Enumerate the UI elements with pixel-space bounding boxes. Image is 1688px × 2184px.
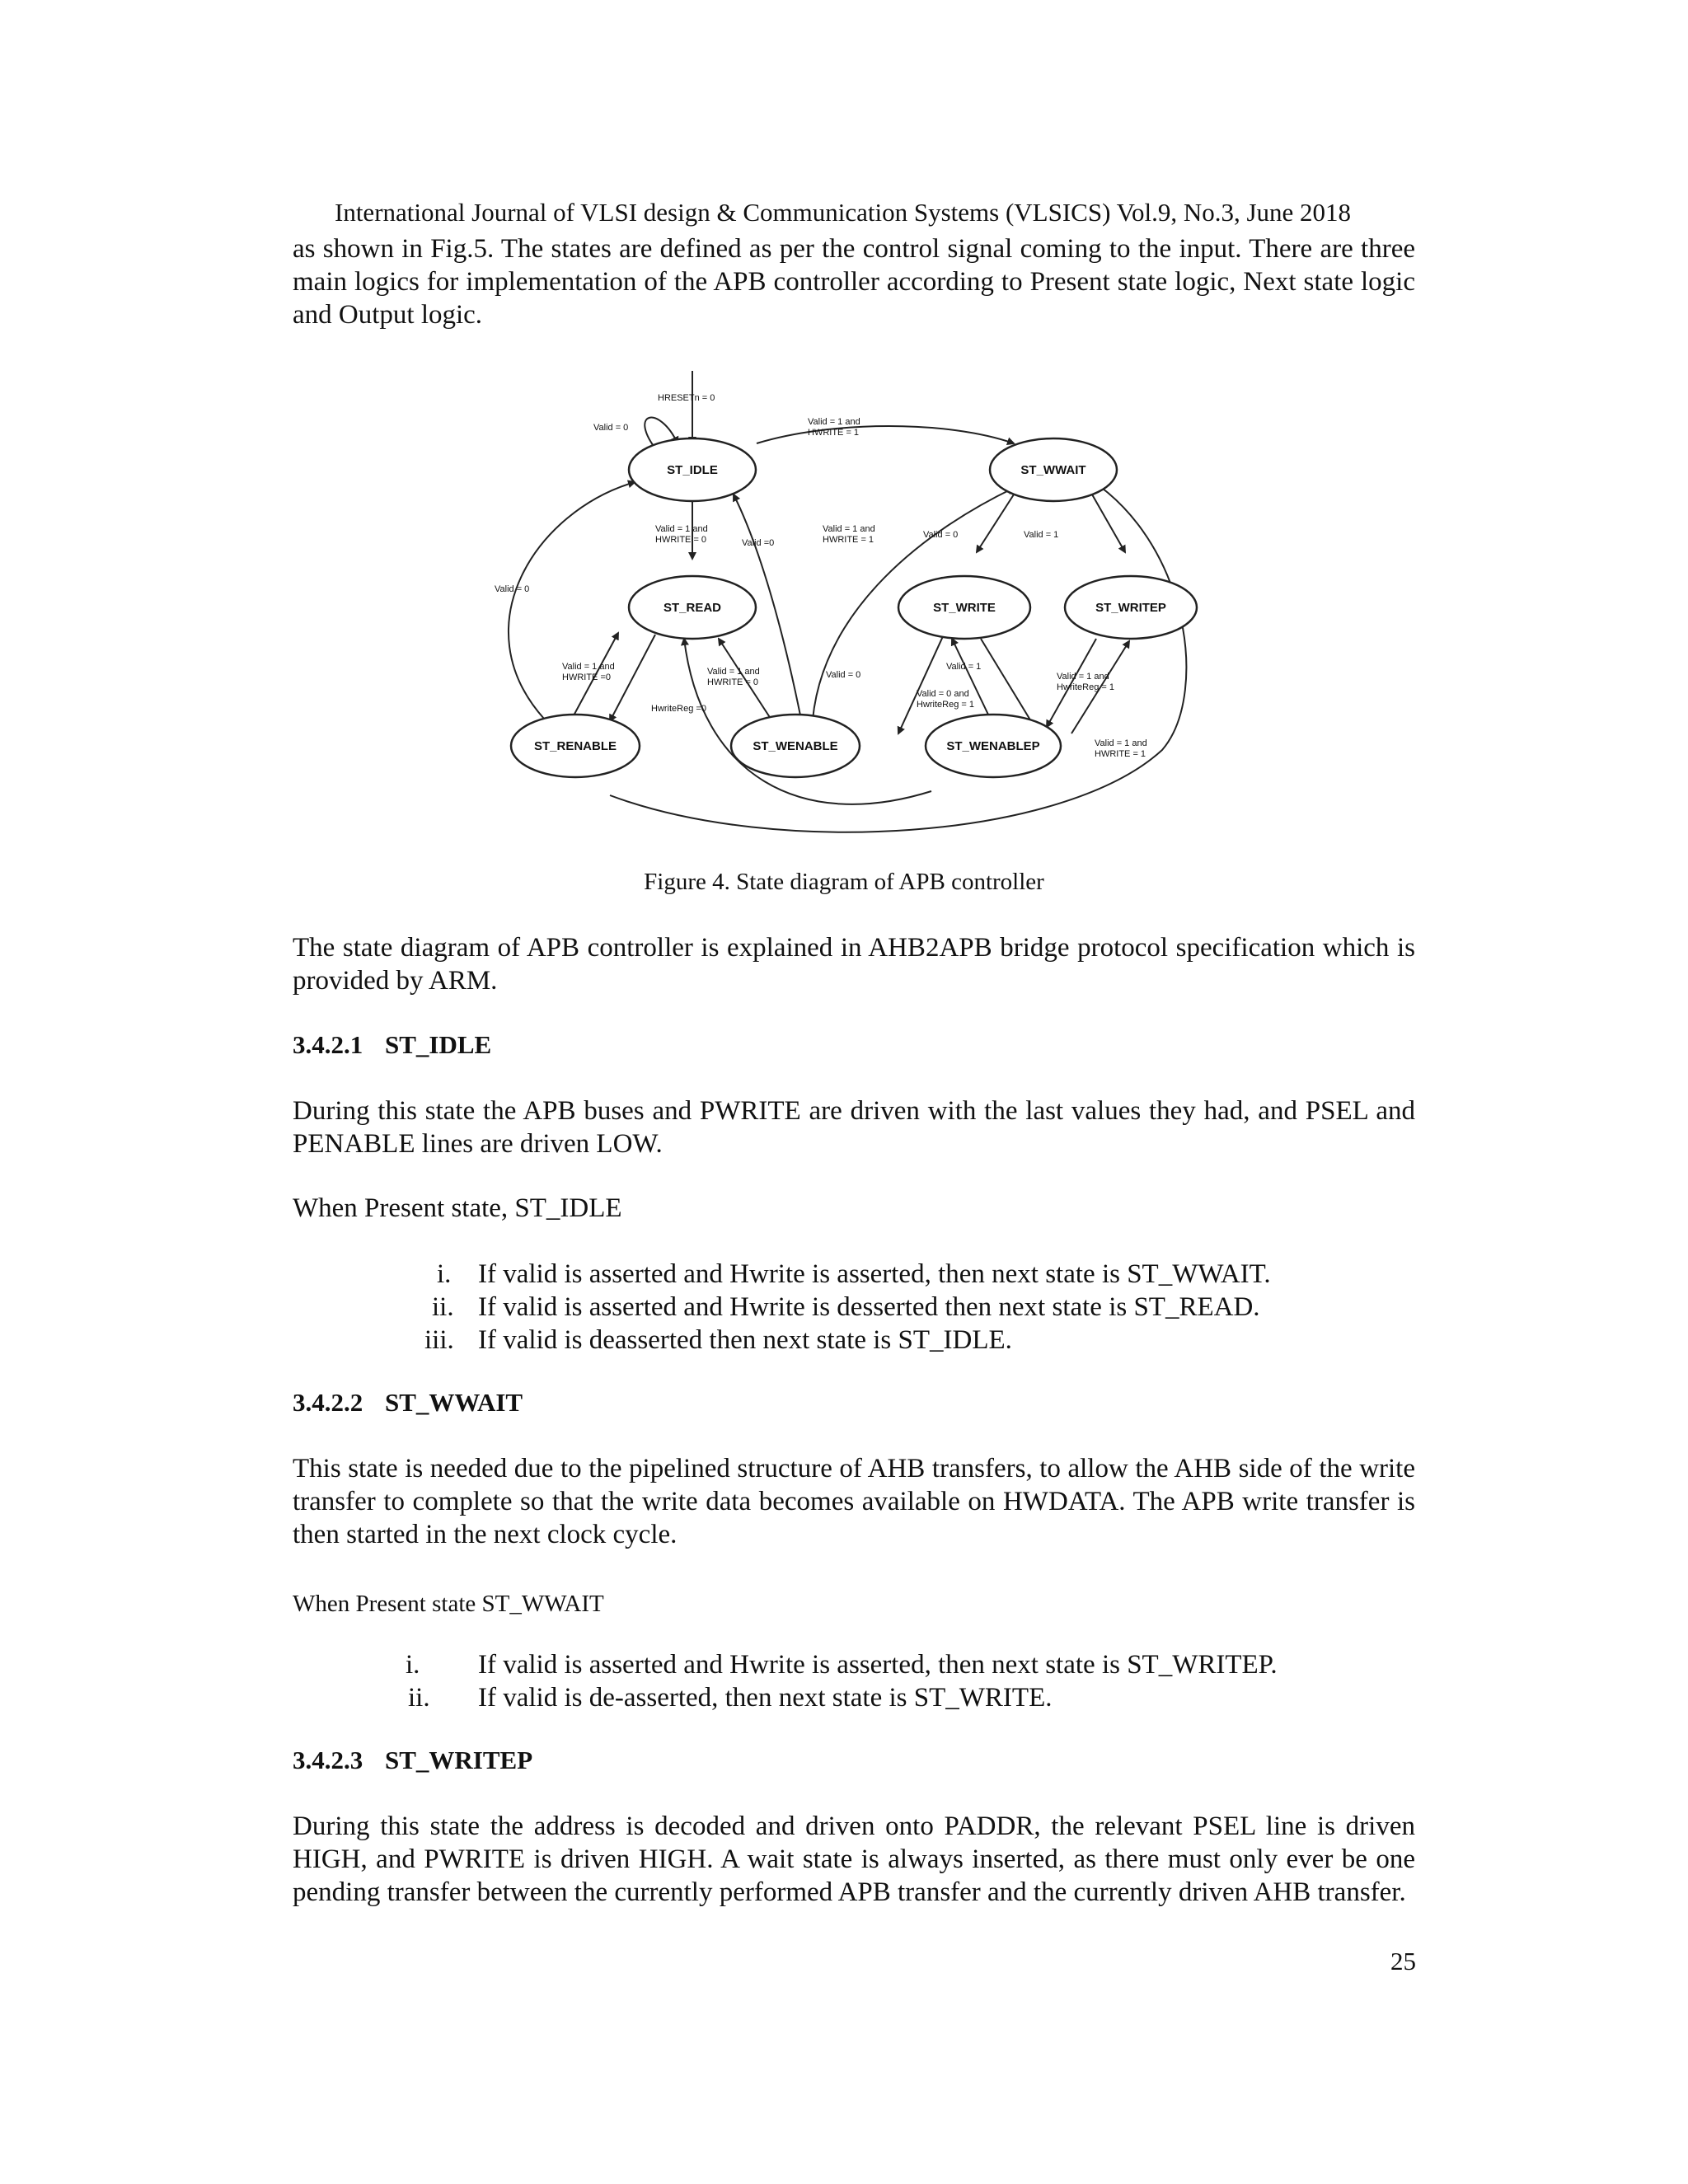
wenablep-to-writep-label-2: HwriteReg = 1 <box>1057 682 1115 692</box>
state-diagram-figure <box>486 346 1212 841</box>
state-read-label: ST_READ <box>663 601 722 615</box>
read-to-renable-arrow <box>610 635 655 721</box>
list-text: If valid is de-asserted, then next state is ST_WRITE. <box>478 1683 1053 1713</box>
idle-to-read-label-2: HWRITE = 0 <box>655 535 707 545</box>
wenablep-to-writep-label-1: Valid = 1 and <box>1057 672 1109 682</box>
list-marker: ii. <box>432 1292 454 1322</box>
when-present-st-wwait: When Present state ST_WWAIT <box>293 1591 604 1617</box>
list-item <box>293 1648 1415 1681</box>
section-number: 3.4.2.2 <box>293 1388 363 1417</box>
state-wenable-label: ST_WENABLE <box>753 739 838 753</box>
list-item <box>293 1324 1415 1357</box>
write-to-wenable-arrow <box>898 635 944 733</box>
wenablep-to-write-label-1: Valid = 0 and <box>917 689 969 699</box>
wenablep-to-read-label: HwriteReg =0 <box>651 704 706 714</box>
renable-to-read-label-1: Valid = 1 and <box>562 662 615 672</box>
list-text: If valid is asserted and Hwrite is asserted, then next state is ST_WRITEP. <box>478 1650 1278 1680</box>
state-renable-label: ST_RENABLE <box>533 739 617 753</box>
wwait-to-writep-label: Valid = 1 <box>1024 530 1059 540</box>
intro-paragraph: as shown in Fig.5. The states are defined as per the control signal coming to the input. There are three main logics for implementation of the APB controller according to Present state logic, Next state logic and Output logic. <box>293 234 1415 330</box>
st-idle-conditions-list <box>293 1258 1415 1357</box>
idle-to-wwait-label-2: HWRITE = 1 <box>808 428 860 438</box>
reset-label: HRESETn = 0 <box>658 393 715 403</box>
when-present-st-idle: When Present state, ST_IDLE <box>293 1193 622 1223</box>
state-idle-label: ST_IDLE <box>667 463 718 477</box>
section-heading-st-idle <box>293 1030 491 1060</box>
section-title: ST_IDLE <box>385 1030 492 1059</box>
running-header: International Journal of VLSI design & Communication Systems (VLSICS) Vol.9, No.3, June 2018 <box>335 198 1352 227</box>
section-number: 3.4.2.1 <box>293 1030 363 1059</box>
state-diagram-svg <box>486 346 1212 841</box>
st-wwait-conditions-list <box>293 1648 1415 1714</box>
write-to-wenablep-label: Valid = 1 <box>946 662 982 672</box>
section-body-st-writep: During this state the address is decoded and driven onto PADDR, the relevant PSEL line is driven HIGH, and PWRITE is driven HIGH. A wait state is always inserted, as there must only ever be one pending transfer between the currently performed APB transfer and the currently driven AHB transfer. <box>293 1811 1415 1907</box>
section-title: ST_WRITEP <box>385 1746 533 1774</box>
wwait-to-write-label: Valid = 0 <box>923 530 959 540</box>
idle-to-wwait-label-1: Valid = 1 and <box>808 417 860 427</box>
state-write-label: ST_WRITE <box>933 601 996 615</box>
list-marker: ii. <box>408 1683 430 1713</box>
wenablep-to-write-label-2: HwriteReg = 1 <box>917 700 975 710</box>
list-marker: i. <box>437 1259 452 1289</box>
page-number: 25 <box>1390 1947 1416 1975</box>
list-text: If valid is deasserted then next state is ST_IDLE. <box>478 1325 1012 1355</box>
renable-to-wwait-label-1: Valid = 1 and <box>1095 738 1147 748</box>
list-item <box>293 1291 1415 1324</box>
renable-to-idle-label: Valid = 0 <box>495 584 530 594</box>
section-number: 3.4.2.3 <box>293 1746 363 1774</box>
write-to-wenable-label: Valid = 0 <box>826 670 861 680</box>
section-body-st-idle: During this state the APB buses and PWRITE are driven with the last values they had, and PSEL and PENABLE lines are driven LOW. <box>293 1096 1415 1159</box>
renable-to-idle-arrow <box>509 482 635 719</box>
list-item <box>293 1681 1415 1714</box>
wenable-to-wwait-label-2: HWRITE = 1 <box>823 535 874 545</box>
renable-to-read-label-2: HWRITE =0 <box>562 673 611 682</box>
wenable-to-read-label-2: HWRITE = 0 <box>707 677 759 687</box>
section-title: ST_WWAIT <box>385 1388 523 1417</box>
idle-to-wwait-arrow <box>757 426 1014 443</box>
list-marker: i. <box>406 1650 420 1680</box>
idle-self-label: Valid = 0 <box>593 423 629 433</box>
figure-caption: Figure 4. State diagram of APB controller <box>644 869 1044 895</box>
idle-to-read-label-1: Valid = 1 and <box>655 524 708 534</box>
wenable-to-wwait-label-1: Valid = 1 and <box>823 524 875 534</box>
arm-paragraph: The state diagram of APB controller is explained in AHB2APB bridge protocol specification which is provided by ARM. <box>293 933 1415 996</box>
section-heading-st-writep <box>293 1746 532 1775</box>
list-text: If valid is asserted and Hwrite is desserted then next state is ST_READ. <box>478 1292 1260 1322</box>
state-wwait-label: ST_WWAIT <box>1020 463 1086 477</box>
state-wenablep-label: ST_WENABLEP <box>946 739 1040 753</box>
renable-to-wwait-label-2: HWRITE = 1 <box>1095 749 1146 759</box>
list-text: If valid is asserted and Hwrite is asserted, then next state is ST_WWAIT. <box>478 1259 1271 1289</box>
wenable-to-read-label-1: Valid = 1 and <box>707 667 760 677</box>
state-writep-label: ST_WRITEP <box>1095 601 1166 615</box>
list-marker: iii. <box>424 1325 454 1355</box>
section-heading-st-wwait <box>293 1388 523 1418</box>
list-item <box>293 1258 1415 1291</box>
wwait-to-write-arrow <box>977 494 1014 552</box>
section-body-st-wwait: This state is needed due to the pipelined structure of AHB transfers, to allow the AHB side of the write transfer to complete so that the write data becomes available on HWDATA. The APB write transfer is then started in the next clock cycle. <box>293 1454 1415 1549</box>
wenable-to-idle-label: Valid =0 <box>742 538 775 548</box>
